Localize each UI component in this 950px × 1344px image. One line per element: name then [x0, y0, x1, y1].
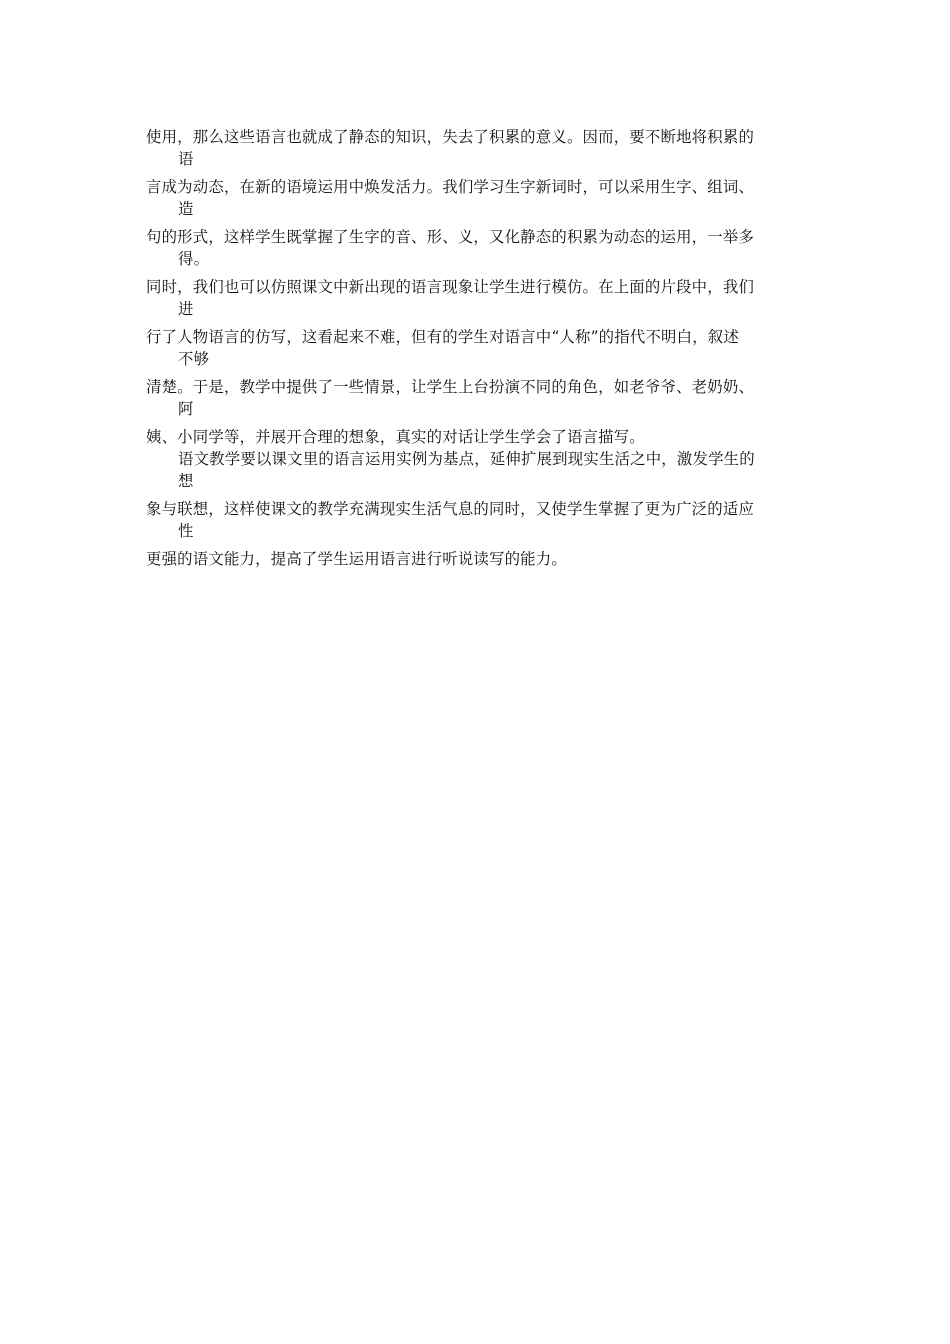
text-line: 行了人物语言的仿写，这看起来不难，但有的学生对语言中“人称”的指代不明白，叙述 — [146, 328, 739, 346]
text-line: 清楚。于是，教学中提供了一些情景，让学生上台扮演不同的角色，如老爷爷、老奶奶、 — [146, 378, 755, 396]
text-line: 更强的语文能力，提高了学生运用语言进行听说读写的能力。 — [146, 550, 567, 568]
text-line-wrap: 性 — [178, 522, 194, 540]
text-line-wrap: 得。 — [178, 250, 210, 268]
text-line-wrap: 进 — [178, 300, 194, 318]
body-text — [146, 126, 814, 570]
text-line: 同时，我们也可以仿照课文中新出现的语言现象让学生进行模仿。在上面的片段中，我们 — [146, 278, 755, 296]
text-line-wrap: 语 — [178, 150, 194, 168]
text-line: 姨、小同学等，并展开合理的想象，真实的对话让学生学会了语言描写。 — [146, 428, 645, 446]
text-line-wrap: 阿 — [178, 400, 194, 418]
text-line-wrap: 造 — [178, 200, 194, 218]
text-line-wrap: 想 — [178, 472, 194, 490]
text-line: 句的形式，这样学生既掌握了生字的音、形、义，又化静态的积累为动态的运用，一举多 — [146, 228, 755, 246]
text-line: 象与联想，这样使课文的教学充满现实生活气息的同时，又使学生掌握了更为广泛的适应 — [146, 500, 755, 518]
paragraph-start-line: 语文教学要以课文里的语言运用实例为基点，延伸扩展到现实生活之中，激发学生的 — [178, 450, 755, 468]
text-line-wrap: 不够 — [178, 350, 210, 368]
text-line: 言成为动态，在新的语境运用中焕发活力。我们学习生字新词时，可以采用生字、组词、 — [146, 178, 755, 196]
text-line: 使用，那么这些语言也就成了静态的知识，失去了积累的意义。因而，要不断地将积累的 — [146, 128, 755, 146]
